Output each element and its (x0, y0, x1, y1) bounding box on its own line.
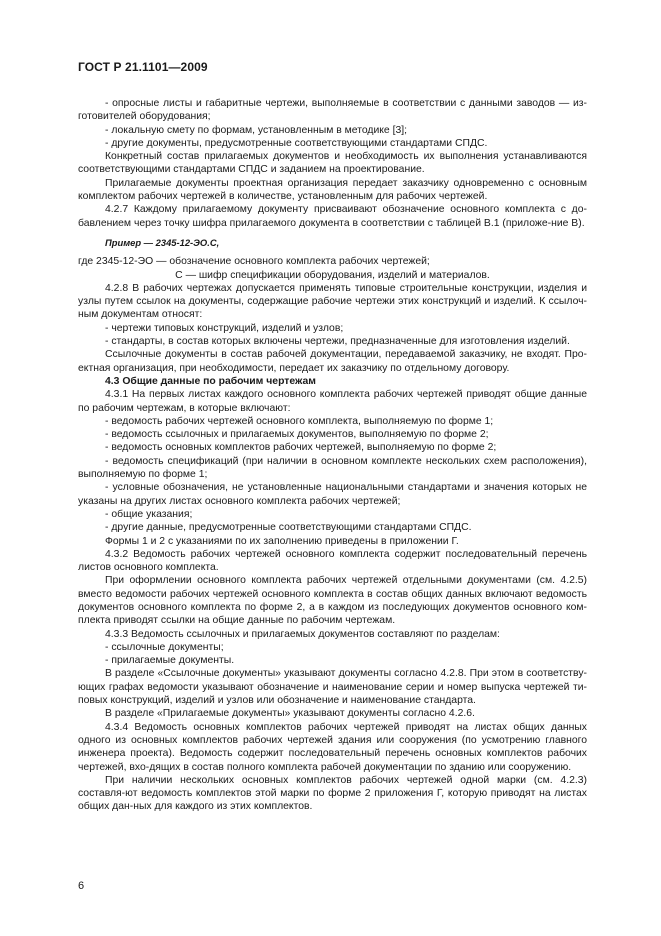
paragraph: С — шифр спецификации оборудования, изделий и материалов. (175, 269, 490, 281)
paragraph: В разделе «Ссылочные документы» указывают документы согласно 4.2.8. При этом в соответству-ющих графах ведомости указывают обозначение и наименование серии и номер выпуска чертежей ти-повых конструкций, изделий и узлов или обозначение и наименование стандарта. (78, 668, 587, 707)
paragraph: - условные обозначения, не установленные национальными стандартами и значения которых не указаны на других листах основного комплекта рабочих чертежей; (78, 482, 587, 507)
example-line: Пример — 2345-12-ЭО.С, (105, 236, 220, 248)
paragraph: 4.3.4 Ведомость основных комплектов рабочих чертежей приводят на листах общих данных одного из основных комплектов рабочих чертежей здания или сооружения (по усмотрению главного инженера проекта). Ведомость содержит последовательный перечень основных комплектов рабочих чертежей, вхо-дящих в состав полного комплекта рабочей документации по зданию или сооружению. (78, 721, 587, 773)
paragraph: где 2345-12-ЭО — обозначение основного комплекта рабочих чертежей; (78, 256, 430, 268)
paragraph: 4.3.3 Ведомость ссылочных и прилагаемых документов составляют по разделам: (105, 628, 500, 640)
document-header: ГОСТ Р 21.1101—2009 (78, 60, 208, 74)
paragraph: При наличии нескольких основных комплектов рабочих чертежей одной марки (см. 4.2.3) составля-ют ведомость комплектов этой марки по форме 2 приложения Г, которую приводят на листах общих дан-ных для каждого из этих комплектов. (78, 774, 587, 813)
paragraph: - локальную смету по формам, установленным в методике [3]; (105, 124, 408, 136)
paragraph: Конкретный состав прилагаемых документов и необходимость их выполнения устанавливаются соответствующими стандартами СПДС и заданием на проектирование. (78, 151, 587, 176)
section-heading: 4.3 Общие данные по рабочим чертежам (105, 375, 316, 387)
paragraph: - ведомость основных комплектов рабочих чертежей, выполняемую по форме 2; (105, 442, 497, 454)
paragraph: Прилагаемые документы проектная организация передает заказчику одновременно с основным комплектом рабочих чертежей в количестве, установленным для рабочих чертежей. (78, 177, 587, 203)
paragraph: - ссылочные документы; (105, 641, 224, 653)
paragraph: - чертежи типовых конструкций, изделий и узлов; (105, 322, 344, 334)
paragraph: 4.2.7 Каждому прилагаемому документу присваивают обозначение основного комплекта с до-бавлением через точку шифра прилагаемого документа в соответствии с таблицей В.1 (приложе-ние В). (78, 204, 587, 229)
paragraph: 4.3.2 Ведомость рабочих чертежей основного комплекта содержит последовательный перечень листов основного комплекта. (78, 548, 587, 574)
paragraph: - опросные листы и габаритные чертежи, выполняемые в соответствии с данными заводов — из-готовителей оборудования; (78, 98, 587, 123)
paragraph: - стандарты, в состав которых включены чертежи, предназначенные для изготовления изделий. (105, 336, 570, 348)
paragraph: Ссылочные документы в состав рабочей документации, передаваемой заказчику, не входят. Про-ектная организация, при необходимости, передает их заказчику по отдельному договору. (78, 349, 587, 374)
paragraph: 4.2.8 В рабочих чертежах допускается применять типовые строительные конструкции, изделия и узлы путем ссылок на документы, содержащие рабочие чертежи этих конструкций и изделий. К ссылоч-ным документам относят: (78, 282, 587, 321)
paragraph: - ведомость спецификаций (при наличии в основном комплекте нескольких схем расположения), выполняемую по форме 1; (78, 455, 587, 481)
paragraph: - ведомость рабочих чертежей основного комплекта, выполняемую по форме 1; (105, 415, 494, 427)
paragraph: Формы 1 и 2 с указаниями по их заполнению приведены в приложении Г. (105, 535, 459, 547)
paragraph: При оформлении основного комплекта рабочих чертежей отдельными документами (см. 4.2.5) вместо ведомости рабочих чертежей основного комплекта в состав общих данных включают ведомость документов основного комплекта по форме 2, а в каждом из последующих документов основного ком-плекта приводят ссылки на общие данные по рабочим чертежам. (78, 575, 587, 627)
paragraph: 4.3.1 На первых листах каждого основного комплекта рабочих чертежей приводят общие данные по рабочим чертежам, в которые включают: (78, 389, 587, 414)
paragraph: - другие документы, предусмотренные соответствующими стандартами СПДС. (105, 137, 488, 149)
paragraph: - прилагаемые документы. (105, 655, 235, 667)
paragraph: В разделе «Прилагаемые документы» указывают документы согласно 4.2.6. (105, 708, 475, 720)
paragraph: - общие указания; (105, 508, 193, 520)
paragraph: - ведомость ссылочных и прилагаемых документов, выполняемую по форме 2; (105, 429, 489, 441)
document-body (78, 97, 587, 814)
paragraph: - другие данные, предусмотренные соответствующими стандартами СПДС. (105, 522, 472, 534)
page-number: 6 (78, 880, 85, 892)
